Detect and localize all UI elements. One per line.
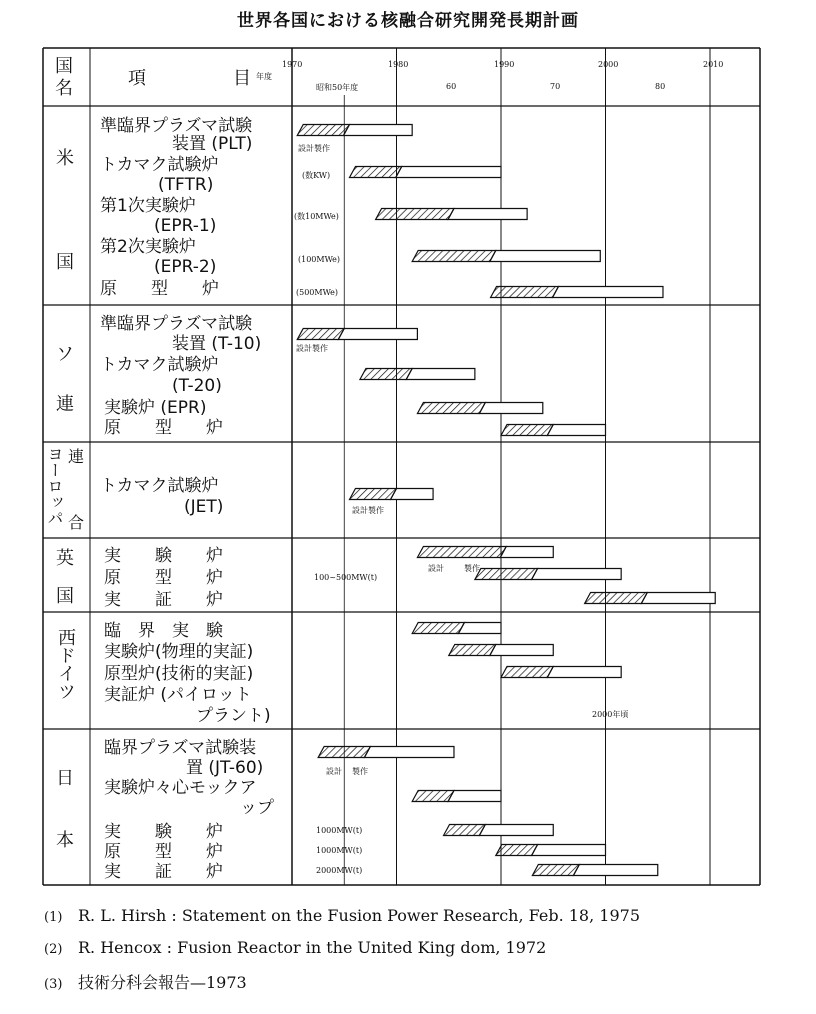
bar-plain-us-tftr [396, 167, 501, 178]
bar-hatched-jp-mock [412, 791, 454, 802]
country-west-germany: 西ドイツ [55, 628, 76, 700]
item-us-prototype: 原 型 炉 [100, 279, 219, 299]
tick-showa-70: 70 [550, 82, 561, 91]
item-jp-jt60-line1: 臨界プラズマ試験装 [104, 738, 257, 758]
item-eu-jet-line2: (JET) [184, 497, 224, 517]
bar-plain-us-epr2 [490, 251, 601, 262]
item-de-prototype: 原型炉(技術的実証) [104, 664, 254, 684]
bar-hatched-us-epr1 [376, 209, 454, 220]
bar-hatched-de-crit [412, 623, 464, 634]
item-su-t20-line2: (T-20) [172, 376, 222, 396]
annotation-design-build-us: 設計製作 [298, 144, 330, 153]
bar-hatched-de-proto [501, 667, 553, 678]
country-ussr-1: ソ [56, 344, 74, 365]
bar-plain-eu-jet [391, 489, 434, 500]
country-europe-right-top: 連 [68, 447, 85, 466]
annotation-jp-power-proto: 1000MW(t) [316, 846, 363, 855]
tick-2010: 2010 [703, 60, 724, 69]
bar-hatched-de-exp [449, 645, 496, 656]
item-us-tftr-line2: (TFTR) [158, 175, 214, 195]
item-su-prototype: 原 型 炉 [104, 418, 223, 438]
item-jp-demo: 実 証 炉 [104, 862, 223, 882]
bar-hatched-su-t20 [360, 369, 412, 380]
item-jp-mockup-line1: 実験炉々心モックア [104, 778, 257, 798]
annotation-jp-build: 製作 [352, 767, 368, 776]
annotation-de-year: 2000年頃 [592, 710, 629, 719]
item-eu-jet-line1: トカマク試験炉 [100, 476, 219, 496]
header-year-unit: 年度 [256, 72, 272, 81]
country-us-2: 国 [56, 252, 74, 273]
tick-1990: 1990 [494, 60, 515, 69]
bar-hatched-jp-demo [532, 865, 579, 876]
bar-hatched-su-epr [417, 403, 485, 414]
annotation-power-tftr: (数KW) [302, 171, 331, 180]
item-us-epr1-line2: (EPR-1) [154, 216, 217, 236]
bar-hatched-uk-proto [475, 569, 538, 580]
bar-plain-uk-proto [532, 569, 622, 580]
tick-showa-60: 60 [446, 82, 457, 91]
tick-1980: 1980 [388, 60, 409, 69]
bar-plain-jp-exp [479, 825, 553, 836]
item-jp-mockup-line2: ップ [240, 798, 274, 818]
bar-plain-us-proto [552, 287, 663, 298]
annotation-design-build-su: 設計製作 [296, 344, 328, 353]
item-jp-prototype: 原 型 炉 [104, 842, 223, 862]
item-us-tftr-line1: トカマク試験炉 [100, 155, 219, 175]
reference-3-text: 技術分科会報告—1973 [78, 973, 247, 992]
item-jp-jt60-line2: 置 (JT-60) [186, 758, 264, 778]
reference-2 [44, 938, 546, 957]
country-uk-2: 国 [56, 586, 74, 607]
item-de-demo-line1: 実証炉 (パイロット [104, 685, 252, 705]
bar-plain-jp-demo [573, 865, 657, 876]
annotation-design-build-eu: 設計製作 [352, 506, 384, 515]
reference-1 [44, 906, 640, 925]
country-japan-2: 本 [56, 830, 74, 851]
reference-2-number: (2) [44, 942, 63, 957]
item-su-t10-line2: 装置 (T-10) [172, 334, 262, 354]
country-europe-left: ヨーロッパ [45, 446, 64, 526]
item-de-demo-line2: プラント) [196, 706, 271, 726]
item-su-epr: 実験炉 (EPR) [104, 398, 207, 418]
bar-plain-jp-proto [532, 845, 606, 856]
bar-plain-su-t10 [338, 329, 417, 340]
header-item-1: 項 [128, 68, 146, 89]
annotation-power-us-proto: (500MWe) [296, 288, 339, 297]
bar-plain-jp-mock [448, 791, 501, 802]
bar-hatched-uk-demo [585, 593, 648, 604]
reference-1-number: (1) [44, 910, 63, 925]
annotation-power-epr2: (100MWe) [298, 255, 341, 264]
showa-note: 昭和50年度 [316, 83, 359, 92]
reference-2-text: R. Hencox : Fusion Reactor in the United King dom, 1972 [78, 938, 547, 957]
bar-plain-su-proto [547, 425, 605, 436]
item-us-epr2-line1: 第2次実験炉 [100, 237, 196, 257]
bar-hatched-su-t10 [297, 329, 344, 340]
bar-plain-su-t20 [406, 369, 475, 380]
country-ussr-2: 連 [56, 394, 74, 415]
item-de-critical: 臨 界 実 験 [104, 621, 223, 641]
reference-3-number: (3) [44, 977, 63, 992]
bar-plain-su-epr [479, 403, 542, 414]
header-country-2: 名 [55, 78, 73, 99]
bar-hatched-su-proto [501, 425, 553, 436]
tick-showa-80: 80 [655, 82, 666, 91]
annotation-jp-design: 設計 [326, 767, 342, 776]
item-us-plt-line2: 装置 (PLT) [172, 134, 253, 154]
annotation-jp-power-demo: 2000MW(t) [316, 866, 363, 875]
tick-1970: 1970 [282, 60, 303, 69]
header-country-1: 国 [55, 56, 73, 77]
bar-hatched-us-plt [297, 125, 349, 136]
country-japan-1: 日 [56, 768, 74, 789]
annotation-jp-power-exp: 1000MW(t) [316, 826, 363, 835]
bar-plain-jp-jt60 [364, 747, 454, 758]
bar-plain-de-crit [458, 623, 501, 634]
bar-hatched-uk-exp [417, 547, 506, 558]
item-de-experimental: 実験炉(物理的実証) [104, 642, 254, 662]
item-us-epr2-line2: (EPR-2) [154, 257, 217, 277]
bar-plain-us-plt [343, 125, 412, 136]
bar-hatched-jp-proto [496, 845, 538, 856]
item-us-epr1-line1: 第1次実験炉 [100, 196, 196, 216]
item-jp-experimental: 実 験 炉 [104, 822, 223, 842]
item-su-t20-line1: トカマク試験炉 [100, 355, 219, 375]
bar-hatched-jp-jt60 [318, 747, 370, 758]
item-uk-experimental: 実 験 炉 [104, 546, 223, 566]
country-us-1: 米 [56, 148, 74, 169]
item-su-t10-line1: 準臨界プラズマ試験 [100, 314, 253, 334]
country-uk-1: 英 [56, 548, 74, 569]
bar-hatched-eu-jet [349, 489, 396, 500]
tick-2000: 2000 [598, 60, 619, 69]
item-uk-demo: 実 証 炉 [104, 590, 223, 610]
annotation-uk-power: 100~500MW(t) [314, 573, 378, 582]
bar-hatched-us-tftr [349, 167, 401, 178]
bar-plain-uk-exp [500, 547, 553, 558]
reference-1-text: R. L. Hirsh : Statement on the Fusion Power Research, Feb. 18, 1975 [78, 906, 640, 925]
bar-hatched-jp-exp [444, 825, 486, 836]
item-uk-prototype: 原 型 炉 [104, 568, 223, 588]
country-europe-right-bottom: 合 [68, 513, 85, 532]
bar-plain-us-epr1 [448, 209, 527, 220]
header-item-2: 目 [233, 68, 251, 89]
bar-plain-de-exp [490, 645, 553, 656]
bars-layer [297, 125, 715, 876]
reference-3 [44, 970, 247, 993]
bar-plain-uk-demo [641, 593, 715, 604]
page-title: 世界各国における核融合研究開発長期計画 [237, 11, 579, 31]
bar-plain-de-proto [547, 667, 621, 678]
annotation-uk-build: 製作 [464, 564, 480, 573]
bar-hatched-us-epr2 [412, 251, 496, 262]
bar-hatched-us-proto [491, 287, 559, 298]
annotation-power-epr1: (数10MWe) [294, 212, 339, 221]
annotation-uk-design: 設計 [428, 564, 444, 573]
item-us-plt-line1: 準臨界プラズマ試験 [100, 116, 253, 136]
